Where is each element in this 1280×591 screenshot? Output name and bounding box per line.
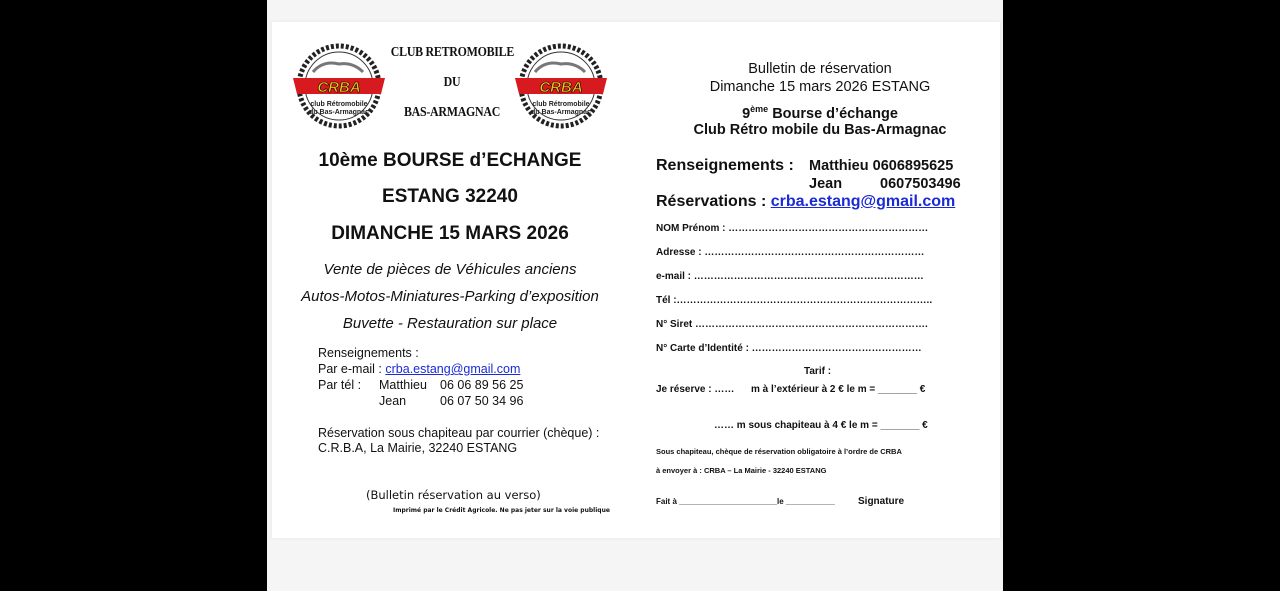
verso-note: (Bulletin réservation au verso) <box>366 488 541 502</box>
bourse-title <box>660 104 980 122</box>
edition-number: 9 <box>742 105 751 122</box>
crba-logo-left <box>291 42 387 130</box>
svg-text:du Bas-Armagnac: du Bas-Armagnac <box>531 109 591 116</box>
info-label: Renseignements : <box>656 157 794 174</box>
tel-label: Par tél : <box>318 378 362 392</box>
reserve-outdoor[interactable]: m à l’extérieur à 2 € le m = _______ € <box>751 384 926 395</box>
event-desc-3: Buvette - Restauration sur place <box>342 315 558 332</box>
club-name-line2: DU <box>443 75 461 90</box>
field-name[interactable]: NOM Prénom : …………………………………………………… <box>656 223 929 234</box>
contact-phone: 06 06 89 56 25 <box>440 378 524 392</box>
event-date: DIMANCHE 15 MARS 2026 <box>331 223 569 244</box>
email-line <box>318 362 520 376</box>
svg-text:club Rétromobile: club Rétromobile <box>532 101 590 108</box>
contact-name: Matthieu <box>379 378 427 392</box>
reservations-line <box>656 193 955 211</box>
info-heading: Renseignements : <box>318 346 419 360</box>
club-name-line3: BAS-ARMAGNAC <box>403 105 501 120</box>
email-link[interactable]: crba.estang@gmail.com <box>385 362 521 376</box>
svg-text:du Bas-Armagnac: du Bas-Armagnac <box>309 109 369 116</box>
place-date-field[interactable]: Fait à ______________________le ___________ <box>656 497 835 506</box>
contact-matthieu: Matthieu 0606895625 <box>809 158 954 174</box>
signature-label: Signature <box>858 496 905 507</box>
reservations-label: Réservations : <box>656 193 767 210</box>
field-address[interactable]: Adresse : ………………………………………………………… <box>656 247 925 258</box>
contact-phone: 06 07 50 34 96 <box>440 394 524 408</box>
field-phone[interactable]: Tél :………………………………………………………………….. <box>656 295 933 306</box>
reservations-email-link[interactable]: crba.estang@gmail.com <box>770 193 956 210</box>
bourse-label: Bourse d’échange <box>768 105 898 122</box>
svg-text:CRBA: CRBA <box>317 79 361 96</box>
crba-logo-right <box>513 42 609 130</box>
event-desc-2: Autos-Motos-Miniatures-Parking d’exposition <box>301 288 599 305</box>
reserve-label: Je réserve : …… <box>656 384 735 395</box>
contact-jean-name: Jean <box>809 176 843 192</box>
field-id-card[interactable]: N° Carte d’Identité : …………………………………………… <box>656 343 922 354</box>
contact-jean-phone: 0607503496 <box>880 176 961 192</box>
svg-text:club Rétromobile: club Rétromobile <box>310 101 368 108</box>
field-email[interactable]: e-mail : …………………………………………………………… <box>656 271 924 282</box>
send-address: à envoyer à : CRBA – La Mairie - 32240 ESTANG <box>656 466 827 475</box>
email-label: Par e-mail : <box>318 362 382 376</box>
field-siret[interactable]: N° Siret ……………………………………………………………. <box>656 319 928 330</box>
event-location: ESTANG 32240 <box>382 186 518 207</box>
event-title: 10ème BOURSE d’ECHANGE <box>318 150 582 171</box>
tarif-heading: Tarif : <box>804 366 832 377</box>
edition-suffix: ème <box>750 104 769 114</box>
club-title: Club Rétro mobile du Bas-Armagnac <box>693 122 947 138</box>
event-desc-1: Vente de pièces de Véhicules anciens <box>323 261 577 278</box>
svg-text:CRBA: CRBA <box>539 79 583 96</box>
mail-reservation: Réservation sous chapiteau par courrier (chèque) : <box>318 426 600 440</box>
club-name-line1: CLUB RETROMOBILE <box>390 45 515 60</box>
printer-note: Imprimé par le Crédit Agricole. Ne pas jeter sur la voie publique <box>393 507 610 514</box>
reserve-tent[interactable]: …… m sous chapiteau à 4 € le m = _______ € <box>714 420 928 431</box>
contact-name: Jean <box>379 394 407 408</box>
bulletin-date: Dimanche 15 mars 2026 ESTANG <box>709 79 931 95</box>
mail-address: C.R.B.A, La Mairie, 32240 ESTANG <box>318 441 518 455</box>
bulletin-title: Bulletin de réservation <box>748 61 892 77</box>
tent-note: Sous chapiteau, chèque de réservation obligatoire à l’ordre de CRBA <box>656 447 902 456</box>
